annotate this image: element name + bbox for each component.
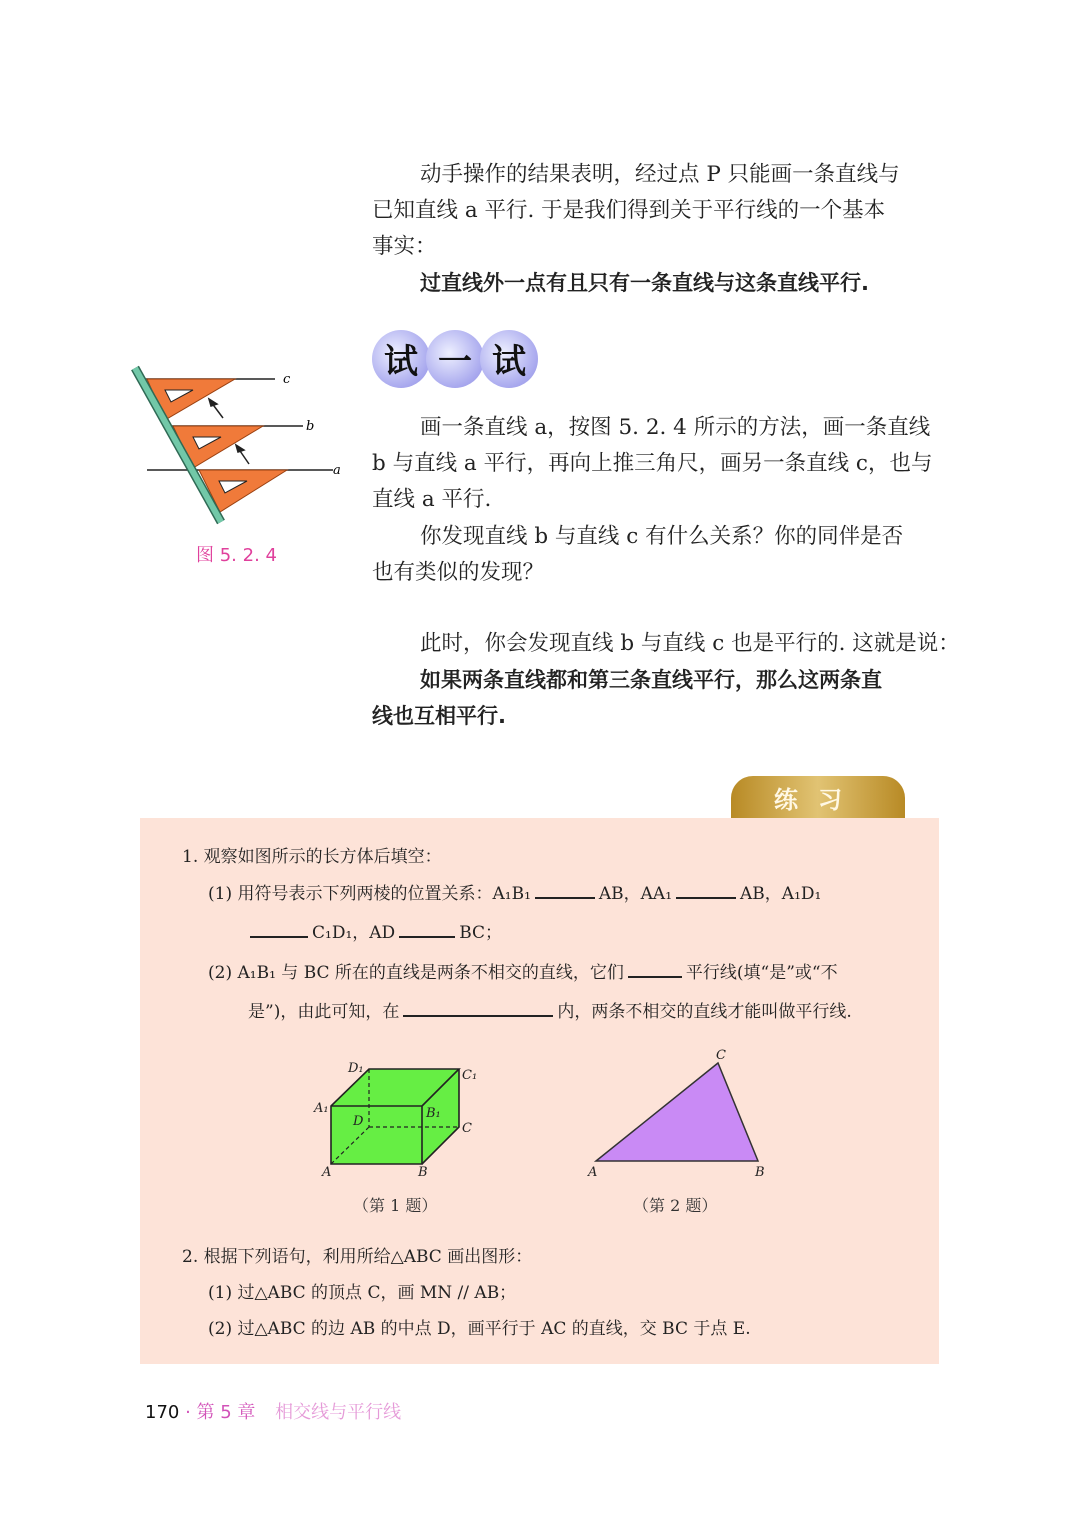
vertex-label: A₁: [314, 1101, 329, 1116]
paragraph-line: 事实：: [372, 234, 437, 259]
text: 平行线(填“是”或“不: [685, 963, 838, 983]
basic-fact: 如果两条直线都和第三条直线平行，那么这两条直: [420, 668, 882, 692]
paragraph-line: 你发现直线 b 与直线 c 有什么关系？你的同伴是否: [420, 524, 904, 549]
vertex-label: B: [418, 1165, 428, 1180]
heading-bubble: [372, 330, 430, 388]
figure-caption: （第 2 题）: [633, 1196, 718, 1215]
practice-tab: 练习: [731, 776, 905, 818]
text: C₁D₁，AD: [312, 923, 396, 943]
try-it-heading: [372, 330, 542, 390]
answer-blank[interactable]: [535, 879, 595, 899]
heading-bubble: [426, 330, 484, 388]
question-1-title: 1. 观察如图所示的长方体后填空：: [182, 847, 442, 867]
question-2-part-1: (1) 过△ABC 的顶点 C，画 MN // AB；: [208, 1283, 517, 1303]
text: 是”)，由此可知，在: [248, 1002, 400, 1022]
vertex-label: C: [716, 1048, 726, 1063]
answer-blank[interactable]: [403, 997, 553, 1017]
chapter-title: 相交线与平行线: [275, 1402, 402, 1423]
page-number: 170: [145, 1402, 180, 1423]
paragraph-line: 此时，你会发现直线 b 与直线 c 也是平行的. 这就是说：: [420, 631, 960, 656]
text: AB，A₁D₁: [740, 884, 822, 904]
answer-blank[interactable]: [628, 958, 682, 978]
heading-char: 试: [384, 342, 418, 382]
paragraph-line: 画一条直线 a，按图 5. 2. 4 所示的方法，画一条直线: [420, 415, 931, 440]
cuboid-figure: [310, 1055, 480, 1180]
vertex-label: B₁: [426, 1106, 441, 1121]
question-1-part-1-cont: [246, 918, 502, 948]
heading-bubble: [480, 330, 538, 388]
vertex-label: A: [588, 1165, 598, 1180]
vertex-label: A: [322, 1165, 332, 1180]
triangle-figure: [580, 1045, 780, 1180]
question-1-part-1: [208, 879, 821, 909]
paragraph-line: 已知直线 a 平行. 于是我们得到关于平行线的一个基本: [372, 198, 886, 223]
question-1-part-2: [208, 958, 838, 988]
label-c: c: [283, 372, 291, 387]
answer-blank[interactable]: [676, 879, 736, 899]
text: BC；: [459, 923, 503, 943]
basic-fact: 线也互相平行.: [372, 704, 506, 728]
label-b: b: [306, 419, 315, 434]
page-footer: [145, 1398, 401, 1424]
vertex-label: D₁: [348, 1061, 364, 1076]
paragraph-line: 直线 a 平行.: [372, 487, 492, 512]
question-1-part-2-cont: [248, 997, 852, 1027]
text: AB，AA₁: [598, 884, 673, 904]
paragraph-line: b 与直线 a 平行，再向上推三角尺，画另一条直线 c，也与: [372, 451, 933, 476]
question-2-title: 2. 根据下列语句，利用所给△ABC 画出图形：: [182, 1247, 533, 1267]
vertex-label: D: [353, 1114, 364, 1129]
heading-char: 一: [438, 342, 472, 382]
paragraph-line: 动手操作的结果表明，经过点 P 只能画一条直线与: [420, 162, 900, 187]
answer-blank[interactable]: [250, 918, 308, 938]
chapter-number: · 第 5 章: [185, 1402, 256, 1423]
basic-fact: 过直线外一点有且只有一条直线与这条直线平行.: [420, 271, 869, 295]
paragraph-line: 也有类似的发现？: [372, 560, 545, 585]
answer-blank[interactable]: [399, 918, 455, 938]
vertex-label: C₁: [462, 1068, 478, 1083]
label-a: a: [333, 463, 341, 478]
figure-caption: 图 5. 2. 4: [196, 545, 277, 566]
vertex-label: C: [462, 1121, 472, 1136]
text: 内，两条不相交的直线才能叫做平行线.: [557, 1002, 852, 1022]
text: (1) 用符号表示下列两棱的位置关系：A₁B₁: [208, 884, 531, 904]
figure-caption: （第 1 题）: [353, 1196, 438, 1215]
question-2-part-2: (2) 过△ABC 的边 AB 的中点 D，画平行于 AC 的直线，交 BC 于点 E.: [208, 1319, 751, 1339]
text: (2) A₁B₁ 与 BC 所在的直线是两条不相交的直线，它们: [208, 963, 624, 983]
set-square-figure: [125, 360, 350, 530]
vertex-label: B: [755, 1165, 765, 1180]
heading-char: 试: [492, 342, 526, 382]
